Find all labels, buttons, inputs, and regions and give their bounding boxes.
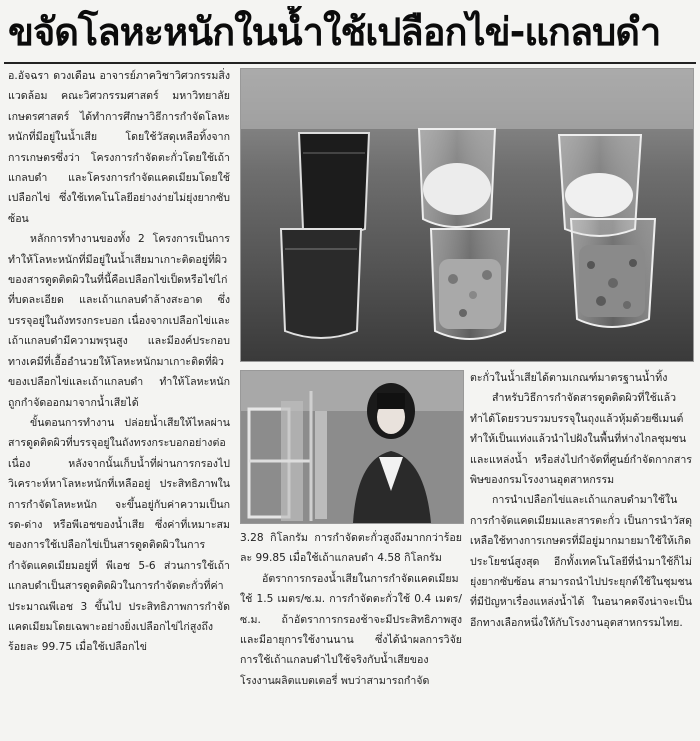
col2-paragraph-1: 3.28 กิโลกรัม การกำจัดตะกั่วสูงถึงมากกว่าร้อยละ 99.85 เมื่อใช้เถ้าแกลบดำ 4.58 กิโลกรัม	[240, 532, 462, 565]
article-column-3	[470, 368, 692, 741]
headline-rule	[4, 62, 696, 64]
col2-paragraph-2: อัตราการกรองน้ำเสียในการกำจัดแคดเมียมใช้ 1.5 เมตร/ซ.ม. การกำจัดตะกั่วใช้ 0.4 เมตร/ซ.ม. ถ้าอัตราการกรองช้าจะมีประสิทธิภาพสูง และมีอายุการใช้งานนาน ซึ่งได้นำผลการวิจัยการใช้เถ้าแกลบดำไปใช้จริงกับน้ำเสียของโรงงานผลิตแบตเตอรี่ พบว่าสามารถกำจัด	[240, 572, 462, 687]
col3-paragraph-3: การนำเปลือกไข่และเถ้าแกลบดำมาใช้ในการกำจัดแคดเมียมและสารตะกั่ว เป็นการนำวัสดุเหลือใช้ทางการเกษตรที่มีอยู่มากมายมาใช้ให้เกิดประโยชน์สูงสุด อีกทั้งเทคโนโลยีที่นำมาใช้ก็ไม่ยุ่งยากซับซ้อน สามารถนำไปประยุกต์ใช้ในชุมชนที่มีปัญหาเรื่องแหล่งน้ำได้ ในอนาคตจึงน่าจะเป็นอีกทางเลือกหนึ่งให้กับโรงงานอุตสาหกรรมไทย.	[470, 494, 692, 629]
headline: ขจัดโลหะหนักในน้ำใช้เปลือกไข่-แกลบดำ	[8, 10, 661, 54]
researcher-image	[241, 371, 463, 523]
article-column-2	[240, 528, 462, 741]
beakers-photo	[240, 68, 694, 362]
col3-paragraph-2: สำหรับวิธีการกำจัดสารดูดติดผิวที่ใช้แล้ว ทำได้โดยรวบรวมบรรจุในถุงแล้วหุ้มด้วยซีเมนต์ทำให้เป็นแท่งแล้วนำไปฝังในพื้นที่ห่างไกลชุมชนและแหล่งน้ำ หรือส่งไปกำจัดที่ศูนย์กำจัดกากสารพิษของกรมโรงงานอุตสาหกรรม	[470, 392, 692, 487]
researcher-photo	[240, 370, 464, 524]
col3-paragraph-1: ตะกั่วในน้ำเสียได้ตามเกณฑ์มาตรฐานน้ำทิ้ง	[470, 372, 668, 384]
article-column-1	[8, 66, 230, 741]
col1-paragraph-2: หลักการทำงานของทั้ง 2 โครงการเป็นการทำให้โลหะหนักที่มีอยู่ในน้ำเสียมาเกาะติดอยู่ที่ผิวของสารดูดติดผิวในที่นี้คือเปลือกไข่เป็ดหรือไข่ไก่ที่บดละเอียด และเถ้าแกลบดำล้างสะอาด ซึ่งบรรจุอยู่ในถังทรงกระบอก เนื่องจากเปลือกไข่และเถ้าแกลบดำมีความพรุนสูง และมีองค์ประกอบทางเคมีที่เอื้ออำนวยให้โลหะหนักมาเกาะติดที่ผิวของเปลือกไข่และเถ้าแกลบดำ ทำให้โลหะหนักถูกกำจัดออกมาจากน้ำเสียได้	[8, 233, 230, 409]
col1-paragraph-3: ขั้นตอนการทำงาน ปล่อยน้ำเสียให้ไหลผ่านสารดูดติดผิวที่บรรจุอยู่ในถังทรงกระบอกอย่างต่อเนื่อง หลังจากนั้นเก็บน้ำที่ผ่านการกรองไปวิเคราะห์หาโลหะหนักที่เหลืออยู่ ประสิทธิภาพในการกำจัดโลหะหนัก จะขึ้นอยู่กับค่าความเป็นกรด-ด่าง หรือพีเอชของน้ำเสีย ซึ่งค่าที่เหมาะสมของการใช้เปลือกไข่เป็นสารดูดติดผิวในการกำจัดแคดเมียมอยู่ที่ พีเอช 5-6 ส่วนการใช้เถ้าแกลบดำเป็นสารดูดติดผิวในการกำจัดตะกั่วที่ค่าประมาณพีเอช 3 ขึ้นไป ประสิทธิภาพการกำจัดแคดเมียมโดยเฉพาะอย่างยิ่งเปลือกไข่ไก่สูงถึงร้อยละ 99.75 เมื่อใช้เปลือกไข่	[8, 416, 230, 654]
col1-paragraph-1: อ.อัจฉรา ดวงเดือน อาจารย์ภาควิชาวิศวกรรมสิ่งแวดล้อม คณะวิศวกรรมศาสตร์ มหาวิทยาลัยเกษตรศาสตร์ ได้ทำการศึกษาวิธีการกำจัดโลหะหนักที่มีอยู่ในน้ำเสีย โดยใช้วัสดุเหลือทิ้งจากการเกษตรซึ่งว่า โครงการกำจัดตะกั่วโดยใช้เถ้าแกลบดำ และโครงการกำจัดแคดเมียมโดยใช้เปลือกไข่ ซึ่งใช้เทคโนโลยีอย่างง่ายไม่ยุ่งยากซับซ้อน	[8, 70, 230, 225]
beakers-image	[241, 69, 693, 361]
